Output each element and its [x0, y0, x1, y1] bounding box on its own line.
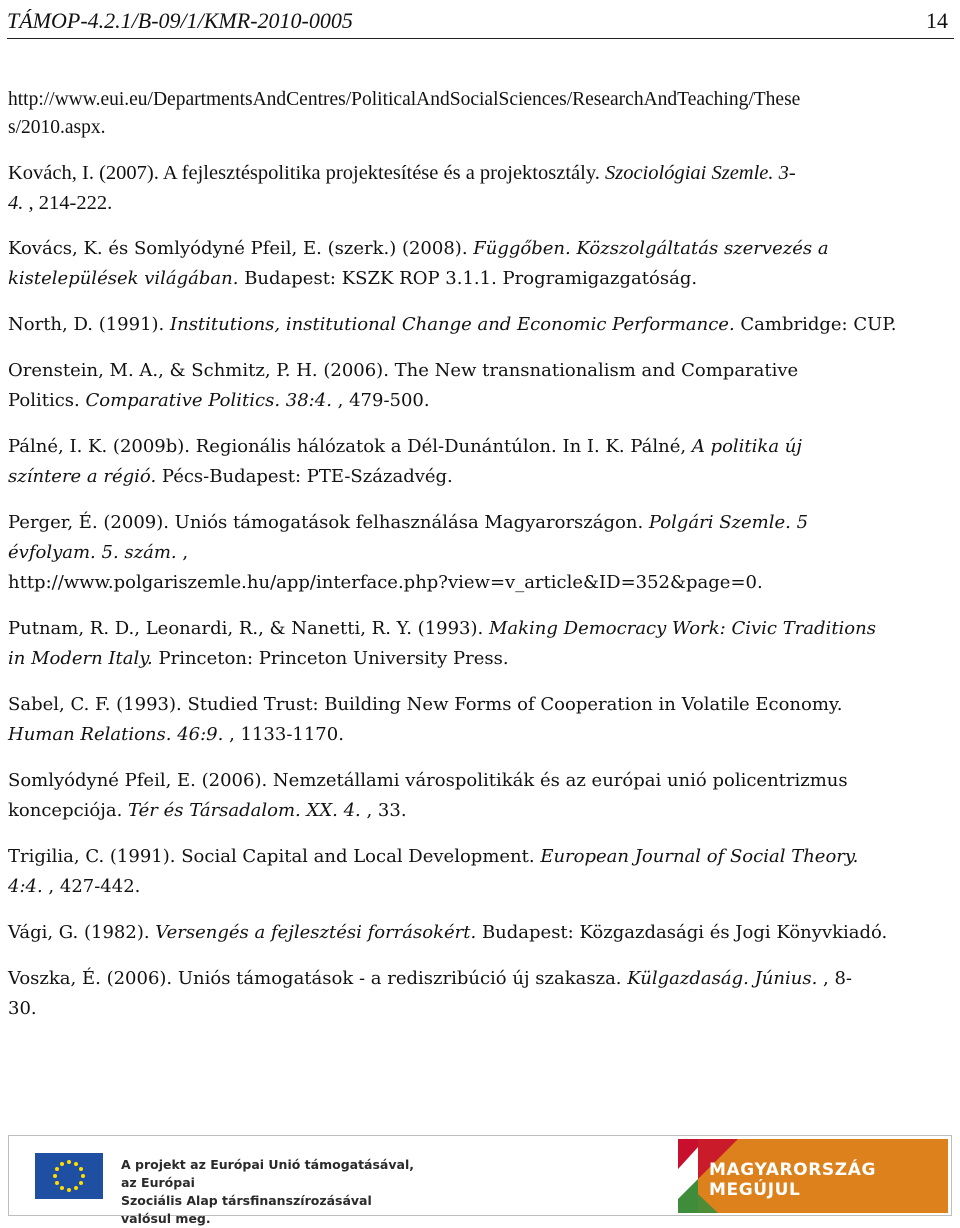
- ref-text: Pálné, I. K. (2009b). Regionális hálózatok a Dél-Dunántúlon. In I. K. Pálné,: [8, 436, 692, 457]
- ref-text: Putnam, R. D., Leonardi, R., & Nanetti, R. Y. (1993).: [8, 618, 489, 639]
- ref-publisher: Pécs-Budapest: PTE-Századvég.: [156, 466, 453, 487]
- hu-logo-text: MAGYARORSZÁG MEGÚJUL: [709, 1160, 877, 1200]
- reference-url-continuation: [8, 86, 954, 142]
- ref-journal: Human Relations. 46:9.: [8, 724, 224, 745]
- reference-trigilia: [8, 842, 954, 902]
- page-number: 14: [926, 8, 948, 33]
- ref-publisher: Cambridge: CUP.: [734, 314, 897, 335]
- ref-text: Sabel, C. F. (1993). Studied Trust: Building New Forms of Cooperation in Volatile Economy.: [8, 694, 843, 715]
- ref-journal: Comparative Politics. 38:4.: [85, 390, 332, 411]
- reference-kovacs: [8, 234, 954, 294]
- reference-sabel: [8, 690, 954, 750]
- ref-pages-cont: 30.: [8, 998, 37, 1019]
- ref-text: Voszka, É. (2006). Uniós támogatások - a rediszribúció új szakasza.: [8, 968, 628, 989]
- eu-line-1: A projekt az Európai Unió támogatásával, az Európai: [121, 1157, 414, 1190]
- reference-putnam: [8, 614, 954, 674]
- ref-url[interactable]: http://www.polgariszemle.hu/app/interface.php?view=v_article&ID=352&page=0.: [8, 572, 763, 593]
- ref-title: Making Democracy Work: Civic Traditions: [488, 618, 876, 639]
- ref-journal: European Journal of Social Theory.: [540, 846, 859, 867]
- ref-title: Institutions, institutional Change and Economic Performance.: [170, 314, 735, 335]
- ref-text-cont: Politics.: [8, 390, 86, 411]
- ref-text-cont: koncepciója.: [8, 800, 129, 821]
- ref-journal: Szociológiai Szemle. 3-: [604, 162, 796, 184]
- ref-punct: ,: [176, 542, 189, 563]
- ref-journal-cont: 4:4.: [8, 876, 43, 897]
- ref-journal: Tér és Társadalom. XX. 4.: [128, 800, 361, 821]
- ref-title-cont: színtere a régió.: [8, 466, 157, 487]
- ref-text: Kovács, K. és Somlyódyné Pfeil, E. (szerk.) (2008).: [8, 238, 474, 259]
- ref-title: A politika új: [691, 436, 802, 457]
- reference-north: [8, 310, 954, 340]
- page-header: [7, 4, 954, 39]
- ref-publisher: Budapest: KSZK ROP 3.1.1. Programigazgatóság.: [238, 268, 698, 289]
- funding-footer: [8, 1135, 952, 1226]
- ref-pages: , 33.: [360, 800, 407, 821]
- ref-text: Orenstein, M. A., & Schmitz, P. H. (2006). The New transnationalism and Comparative: [8, 360, 799, 381]
- reference-perger: [8, 508, 954, 598]
- ref-publisher: Budapest: Közgazdasági és Jogi Könyvkiadó.: [476, 922, 888, 943]
- ref-title-cont: in Modern Italy.: [8, 648, 153, 669]
- ref-pages: , 427-442.: [42, 876, 141, 897]
- project-code: TÁMOP-4.2.1/B-09/1/KMR-2010-0005: [7, 8, 353, 33]
- ref-text: North, D. (1991).: [8, 314, 170, 335]
- ref-journal-cont: évfolyam. 5. szám.: [8, 542, 177, 563]
- reference-orenstein: [8, 356, 954, 416]
- ref-journal: Külgazdaság. Június.: [627, 968, 818, 989]
- ref-text: Vági, G. (1982).: [8, 922, 156, 943]
- ref-text: Kovách, I. (2007). A fejlesztéspolitika projektesítése és a projektosztály.: [8, 162, 605, 184]
- reference-palne: [8, 432, 954, 492]
- eu-funding-statement: [121, 1156, 421, 1228]
- reference-voszka: [8, 964, 954, 1024]
- reference-somlyodyne: [8, 766, 954, 826]
- ref-journal: Polgári Szemle. 5: [648, 512, 809, 533]
- ref-publisher: Princeton: Princeton University Press.: [152, 648, 509, 669]
- ref-pages: , 479-500.: [331, 390, 430, 411]
- url-line-1[interactable]: http://www.eui.eu/DepartmentsAndCentres/PoliticalAndSocialSciences/ResearchAndTeaching/These: [8, 89, 801, 110]
- reference-vagi: [8, 918, 954, 948]
- reference-kovach: [8, 158, 954, 218]
- ref-text: Trigilia, C. (1991). Social Capital and Local Development.: [8, 846, 541, 867]
- ref-text: Somlyódyné Pfeil, E. (2006). Nemzetállami várospolitikák és az európai unió policentrizmus: [8, 770, 848, 791]
- reference-list: [8, 86, 954, 1040]
- ref-pages: , 8-: [817, 968, 852, 989]
- eu-flag-icon: [35, 1153, 103, 1199]
- ref-title: Versengés a fejlesztési forrásokért.: [155, 922, 477, 943]
- ref-text: Perger, É. (2009). Uniós támogatások felhasználása Magyarországon.: [8, 512, 649, 533]
- ref-journal-cont: 4.: [8, 192, 24, 214]
- eu-line-2: Szociális Alap társfinanszírozásával valósul meg.: [121, 1193, 372, 1226]
- ref-pages: , 214-222.: [23, 192, 113, 214]
- ref-pages: , 1133-1170.: [223, 724, 344, 745]
- ref-title: Függőben. Közszolgáltatás szervezés a: [473, 238, 829, 259]
- url-line-2[interactable]: s/2010.aspx.: [8, 117, 106, 138]
- ref-title-cont: kistelepülések világában.: [8, 268, 239, 289]
